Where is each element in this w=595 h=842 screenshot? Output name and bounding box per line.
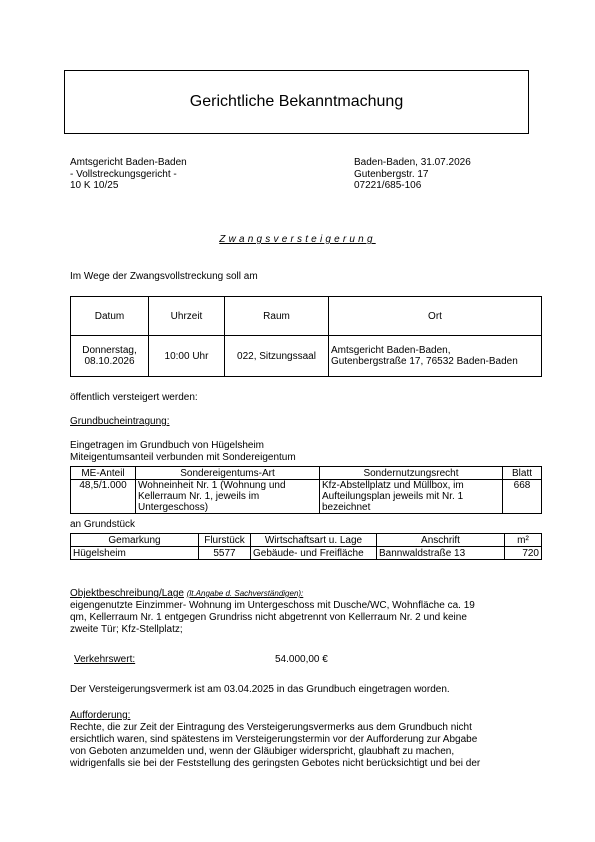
grundbuch-line1: Eingetragen im Grundbuch von Hügelsheim xyxy=(70,440,264,451)
header-raum: Raum xyxy=(225,297,329,336)
termin-place-line1: Amtsgericht Baden-Baden, xyxy=(331,345,451,356)
aufforderung-line3: von Geboten anzumelden und, wenn der Gläubiger widerspricht, glaubhaft zu machen, xyxy=(70,746,455,757)
sondereigentums-art-value xyxy=(136,480,320,514)
art-line2: Kellerraum Nr. 1, jeweils im xyxy=(138,491,260,502)
grundbuch-line2: Miteigentumsanteil verbunden mit Sondereigentum xyxy=(70,452,296,463)
art-line1: Wohneinheit Nr. 1 (Wohnung und xyxy=(138,480,286,491)
header-uhrzeit: Uhrzeit xyxy=(149,297,225,336)
grundstueck-table xyxy=(70,533,542,560)
termin-date xyxy=(71,336,149,377)
recht-line3: bezeichnet xyxy=(322,502,371,513)
vermerk-text: Der Versteigerungsvermerk ist am 03.04.2025 in das Grundbuch eingetragen worden. xyxy=(70,684,450,695)
case-number: 10 K 10/25 xyxy=(70,180,119,191)
aufforderung-line2: ersichtlich waren, sind spätestens im Versteigerungstermin vor der Aufforderung zur Abgabe xyxy=(70,734,478,745)
termin-time: 10:00 Uhr xyxy=(149,336,225,377)
intro-text: Im Wege der Zwangsvollstreckung soll am xyxy=(70,271,258,282)
termin-place xyxy=(329,336,542,377)
grundstueck-label: an Grundstück xyxy=(70,519,136,530)
header-datum: Datum xyxy=(71,297,149,336)
termin-row xyxy=(71,336,542,377)
termin-place-line2: Gutenbergstraße 17, 76532 Baden-Baden xyxy=(331,356,518,367)
grundstueck-row xyxy=(71,547,542,560)
termin-header-row xyxy=(71,297,542,336)
header-flaeche: m² xyxy=(505,534,542,547)
recht-line2: Aufteilungsplan jeweils mit Nr. 1 xyxy=(322,491,464,502)
sonder-row xyxy=(71,480,542,514)
header-anschrift: Anschrift xyxy=(377,534,505,547)
header-flurstueck: Flurstück xyxy=(199,534,251,547)
termin-room: 022, Sitzungssaal xyxy=(225,336,329,377)
header-gemarkung: Gemarkung xyxy=(71,534,199,547)
objekt-line1: eigengenutzte Einzimmer- Wohnung im Untergeschoss mit Dusche/WC, Wohnfläche ca. 19 xyxy=(70,600,475,611)
grundbuch-heading: Grundbucheintragung: xyxy=(70,416,170,427)
termin-date-value: 08.10.2026 xyxy=(84,356,135,367)
aufforderung-line4: widrigenfalls sie bei der Feststellung des geringsten Gebotes nicht berücksichtigt und bei der xyxy=(70,758,481,769)
sondernutzungsrecht-value xyxy=(320,480,503,514)
objekt-line2: qm, Kellerraum Nr. 1 entgegen Grundriss nicht abgetrennt von Kellerraum Nr. 2 und keine xyxy=(70,612,467,623)
sonder-header-row xyxy=(71,467,542,480)
court-contact xyxy=(354,157,471,192)
wirtschaftsart-value: Gebäude- und Freifläche xyxy=(251,547,377,560)
court-department: - Vollstreckungsgericht - xyxy=(70,168,177,180)
verkehrswert-label: Verkehrswert: xyxy=(74,654,136,665)
versteigert-text: öffentlich versteigert werden: xyxy=(70,392,198,403)
court-name: Amtsgericht Baden-Baden xyxy=(70,157,187,168)
header-wirtschaftsart: Wirtschaftsart u. Lage xyxy=(251,534,377,547)
objekt-line3: zweite Tür; Kfz-Stellplatz; xyxy=(70,624,183,635)
aufforderung-line1: Rechte, die zur Zeit der Eintragung des Versteigerungsvermerks aus dem Grundbuch nicht xyxy=(70,722,472,733)
header-me-anteil: ME-Anteil xyxy=(71,467,136,480)
recht-line1: Kfz-Abstellplatz und Müllbox, im xyxy=(322,480,464,491)
anschrift-value: Bannwaldstraße 13 xyxy=(377,547,505,560)
header-ort: Ort xyxy=(329,297,542,336)
objekt-heading-line xyxy=(70,588,303,600)
sondereigentum-table xyxy=(70,466,542,514)
page-title-box xyxy=(64,70,529,134)
me-anteil-value: 48,5/1.000 xyxy=(71,480,136,514)
header-sondernutzungsrecht: Sondernutzungsrecht xyxy=(320,467,503,480)
verkehrswert-value: 54.000,00 € xyxy=(275,654,328,665)
aufforderung-heading: Aufforderung: xyxy=(70,710,131,721)
flurstueck-value: 5577 xyxy=(199,547,251,560)
section-heading: Zwangsversteigerung xyxy=(219,234,376,245)
objekt-note: (lt.Angabe d. Sachverständigen): xyxy=(186,589,304,598)
phone: 07221/685-106 xyxy=(354,180,422,191)
gemarkung-value: Hügelsheim xyxy=(71,547,199,560)
termin-table xyxy=(70,296,542,377)
art-line3: Untergeschoss) xyxy=(138,502,209,513)
flaeche-value: 720 xyxy=(505,547,542,560)
court-address xyxy=(70,157,187,192)
objekt-heading: Objektbeschreibung/Lage xyxy=(70,588,184,599)
blatt-value: 668 xyxy=(503,480,542,514)
place-date: Baden-Baden, 31.07.2026 xyxy=(354,157,471,168)
header-sondereigentums-art: Sondereigentums-Art xyxy=(136,467,320,480)
header-blatt: Blatt xyxy=(503,467,542,480)
grundstueck-header-row xyxy=(71,534,542,547)
street: Gutenbergstr. 17 xyxy=(354,168,429,180)
page-title: Gerichtliche Bekanntmachung xyxy=(189,93,404,110)
termin-weekday: Donnerstag, xyxy=(82,345,137,356)
